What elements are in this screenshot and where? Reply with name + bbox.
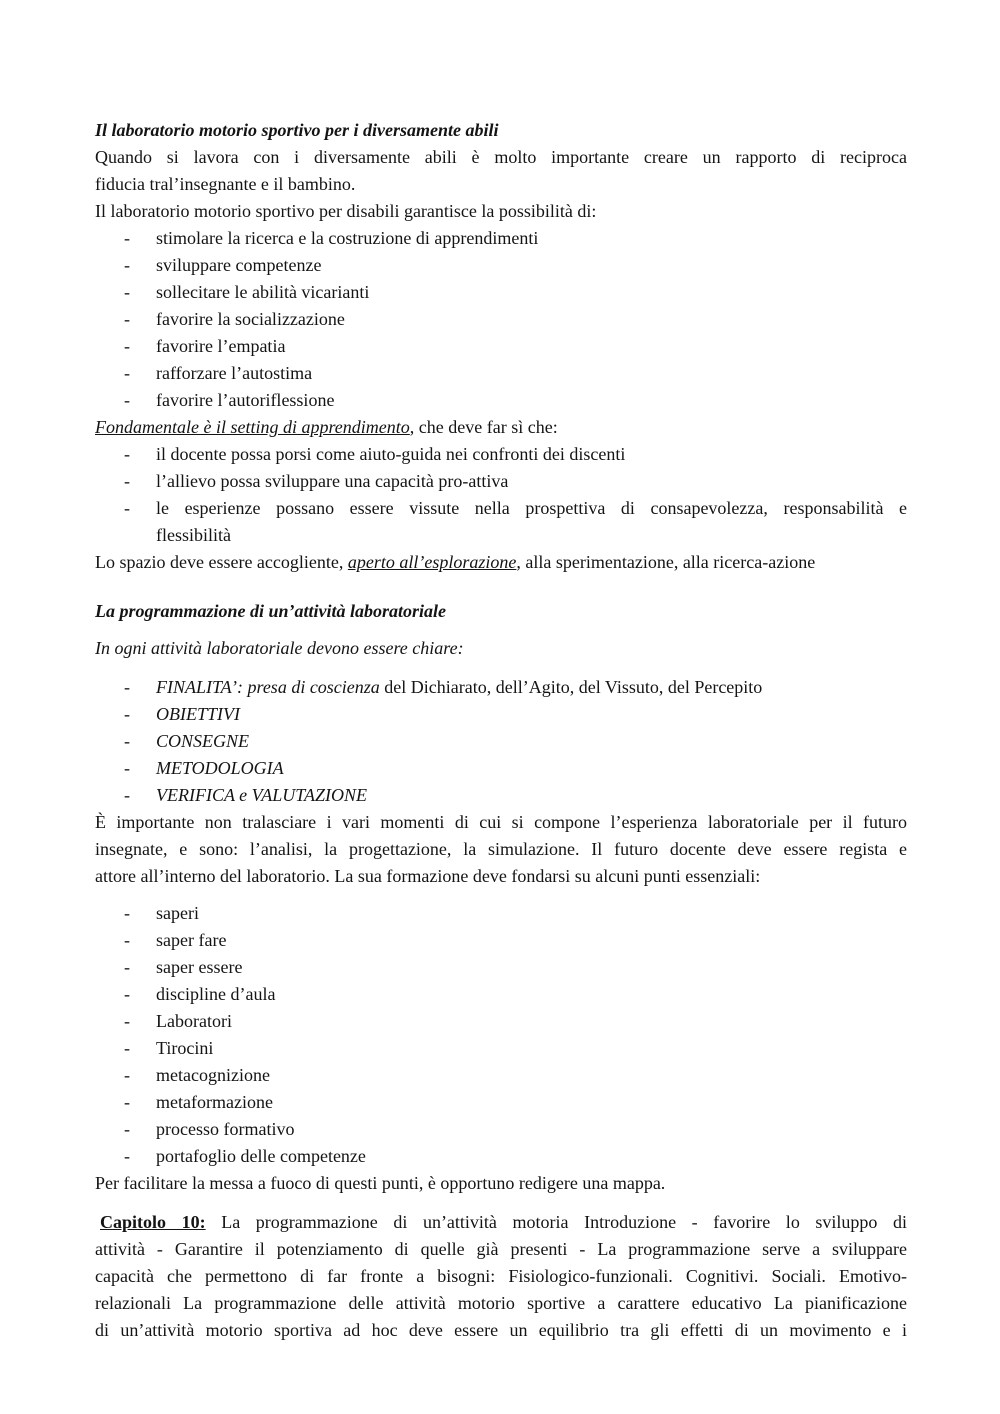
list-item-text: flessibilità: [156, 525, 231, 545]
list-item: [95, 468, 907, 495]
dash-marker: -: [124, 903, 130, 923]
chapter-label: Capitolo 10:: [100, 1212, 206, 1232]
list-item-text: saperi: [156, 903, 199, 923]
dash-marker: -: [124, 228, 130, 248]
list-item-text: saper essere: [156, 957, 243, 977]
list-item: [95, 252, 907, 279]
paragraph-line: insegnate, e sono: l’analisi, la progettazione, la simulazione. Il futuro docente deve essere regista e: [95, 839, 907, 859]
paragraph-text: , alla sperimentazione, alla ricerca-azione: [516, 552, 816, 572]
paragraph-line: attività - Garantire il potenziamento di quelle già presenti - La programmazione serve a sviluppare: [95, 1239, 907, 1259]
paragraph-line: fiducia tral’insegnante e il bambino.: [95, 174, 356, 194]
bullet-list: [95, 674, 907, 809]
paragraph-line: Il laboratorio motorio sportivo per disabili garantisce la possibilità di:: [95, 201, 597, 221]
dash-marker: -: [124, 282, 130, 302]
list-item-text: del Dichiarato, dell’Agito, del Vissuto, del Percepito: [379, 677, 763, 697]
list-item: [95, 279, 907, 306]
dash-marker: -: [124, 677, 130, 697]
list-item: [95, 1089, 907, 1116]
paragraph-text: , che deve far sì che:: [409, 417, 558, 437]
list-item-text: processo formativo: [156, 1119, 295, 1139]
paragraph-text: La programmazione di un’attività motoria Introduzione - favorire lo sviluppo di: [221, 1212, 908, 1232]
list-item-text: metacognizione: [156, 1065, 270, 1085]
list-item: [95, 1035, 907, 1062]
list-item: [95, 701, 907, 728]
list-item-text: Tirocini: [156, 1038, 214, 1058]
list-item-text: saper fare: [156, 930, 227, 950]
list-item: [95, 927, 907, 954]
list-item-text: sollecitare le abilità vicarianti: [156, 282, 370, 302]
bullet-list: [95, 441, 907, 549]
dash-marker: -: [124, 1092, 130, 1112]
list-item-text: OBIETTIVI: [156, 704, 240, 724]
paragraph-line: Quando si lavora con i diversamente abili è molto importante creare un rapporto di reciproca: [95, 147, 907, 167]
page-content: [95, 117, 907, 1344]
paragraph-line: capacità che permettono di far fronte a bisogni: Fisiologico-funzionali. Cognitivi. Sociali. Emotivo-: [95, 1266, 907, 1286]
paragraph-line: relazionali La programmazione delle attività motorio sportive a carattere educativo La pianificazione: [95, 1293, 907, 1313]
list-item-text: favorire l’autoriflessione: [156, 390, 335, 410]
list-item-text: favorire la socializzazione: [156, 309, 345, 329]
paragraph-line: Per facilitare la messa a fuoco di questi punti, è opportuno redigere una mappa.: [95, 1173, 666, 1193]
dash-marker: -: [124, 1065, 130, 1085]
dash-marker: -: [124, 309, 130, 329]
list-item-text: discipline d’aula: [156, 984, 276, 1004]
dash-marker: -: [124, 255, 130, 275]
list-item: [95, 333, 907, 360]
list-item: [95, 1143, 907, 1170]
list-item: [95, 360, 907, 387]
paragraph-line: [95, 549, 907, 576]
dash-marker: -: [124, 498, 130, 518]
list-item: [95, 782, 907, 809]
dash-marker: -: [124, 930, 130, 950]
emphasis-text: aperto all’esplorazione: [347, 552, 517, 572]
list-item: [95, 306, 907, 333]
list-item: [95, 900, 907, 927]
dash-marker: -: [124, 363, 130, 383]
dash-marker: -: [124, 785, 130, 805]
dash-marker: -: [124, 1119, 130, 1139]
list-item: [95, 981, 907, 1008]
chapter-paragraph-line: [95, 1209, 907, 1236]
list-item-text: FINALITA’: presa di coscienza: [156, 677, 380, 697]
list-item: [95, 387, 907, 414]
list-item-text: metaformazione: [156, 1092, 273, 1112]
dash-marker: -: [124, 471, 130, 491]
bullet-list: [95, 225, 907, 414]
list-item: [95, 954, 907, 981]
list-item: [95, 1116, 907, 1143]
list-item-text: stimolare la ricerca e la costruzione di apprendimenti: [156, 228, 539, 248]
dash-marker: -: [124, 336, 130, 356]
list-item-text: favorire l’empatia: [156, 336, 286, 356]
list-item: [95, 495, 907, 522]
paragraph-text: Lo spazio deve essere accogliente,: [95, 552, 348, 572]
list-item: [95, 755, 907, 782]
dash-marker: -: [124, 704, 130, 724]
paragraph-line: In ogni attività laboratoriale devono essere chiare:: [95, 638, 464, 658]
dash-marker: -: [124, 957, 130, 977]
list-item-text: le esperienze possano essere vissute nella prospettiva di consapevolezza, responsabilità e: [156, 498, 907, 518]
list-item-text: rafforzare l’autostima: [156, 363, 313, 383]
section-title: La programmazione di un’attività laboratoriale: [95, 601, 447, 621]
list-item: [95, 1062, 907, 1089]
list-item-text: l’allievo possa sviluppare una capacità pro-attiva: [156, 471, 509, 491]
list-item-text: sviluppare competenze: [156, 255, 322, 275]
list-item-text: il docente possa porsi come aiuto-guida nei confronti dei discenti: [156, 444, 626, 464]
dash-marker: -: [124, 731, 130, 751]
list-item-text: CONSEGNE: [156, 731, 250, 751]
paragraph-line: attore all’interno del laboratorio. La sua formazione deve fondarsi su alcuni punti essenziali:: [95, 866, 761, 886]
list-item: [95, 728, 907, 755]
list-item: [95, 674, 907, 701]
section-title: Il laboratorio motorio sportivo per i diversamente abili: [95, 120, 499, 140]
paragraph-line: di un’attività motorio sportiva ad hoc deve essere un equilibrio tra gli effetti di un movimento e i: [95, 1320, 907, 1340]
list-item-text: portafoglio delle competenze: [156, 1146, 366, 1166]
list-item: [95, 225, 907, 252]
dash-marker: -: [124, 1011, 130, 1031]
dash-marker: -: [124, 1038, 130, 1058]
list-item: [95, 441, 907, 468]
list-item-text: Laboratori: [156, 1011, 232, 1031]
dash-marker: -: [124, 444, 130, 464]
list-item: [95, 1008, 907, 1035]
list-item-text: METODOLOGIA: [156, 758, 284, 778]
emphasis-text: Fondamentale è il setting di apprendimento: [95, 417, 410, 437]
dash-marker: -: [124, 390, 130, 410]
dash-marker: -: [124, 1146, 130, 1166]
list-item-text: VERIFICA e VALUTAZIONE: [156, 785, 367, 805]
bullet-list: [95, 900, 907, 1170]
dash-marker: -: [124, 758, 130, 778]
paragraph-line: [95, 414, 907, 441]
dash-marker: -: [124, 984, 130, 1004]
paragraph-line: È importante non tralasciare i vari momenti di cui si compone l’esperienza laboratoriale per il futuro: [95, 812, 907, 832]
list-item-continuation: [95, 522, 907, 549]
